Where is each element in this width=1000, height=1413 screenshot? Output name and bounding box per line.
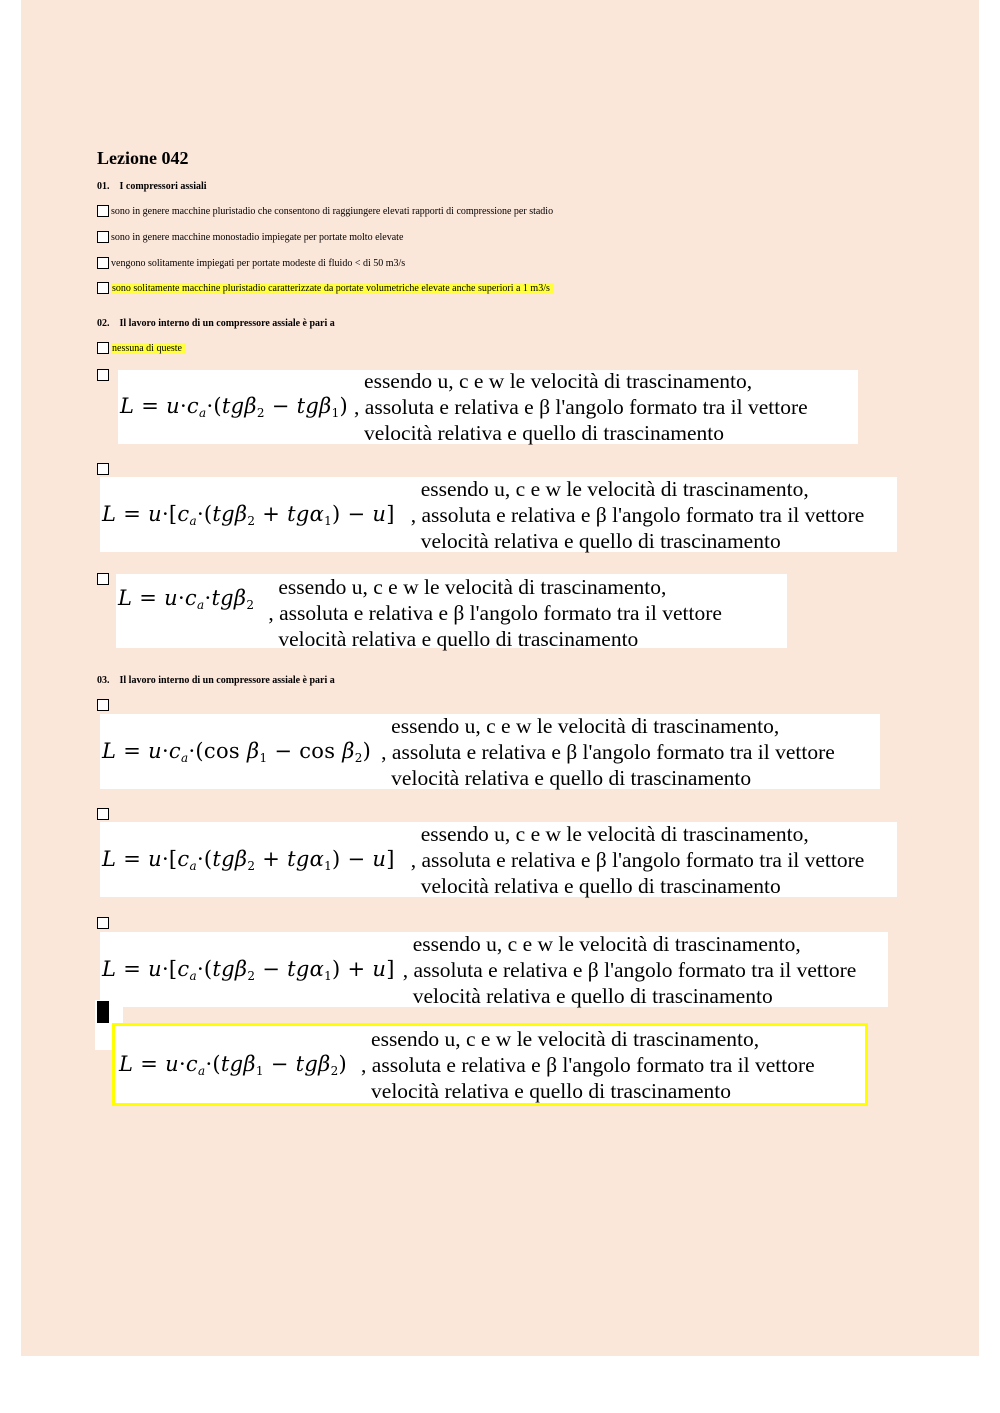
question-1-text: I compressori assiali: [119, 181, 207, 192]
checkbox[interactable]: [97, 573, 109, 585]
q2-option-a-formula-image: [118, 370, 858, 444]
option-label: vengono solitamente impiegati per portate modeste di fluido < di 50 m3/s: [111, 257, 406, 269]
q3-option-d-formula-image: [112, 1023, 868, 1106]
checkbox[interactable]: [97, 917, 109, 929]
formula: $L = u\cdot c_a\cdot(tg\beta_1 - tg\beta_2)$: [119, 1051, 348, 1078]
formula-description: essendo u, c e w le velocità di trascinamento, , assoluta e relativa e β l'angolo formato tra il vettore velocità relativa e quello di trascinamento: [354, 369, 808, 445]
checkbox[interactable]: [97, 282, 109, 294]
checkbox[interactable]: [97, 808, 109, 820]
q1-option-3[interactable]: [97, 257, 405, 269]
lesson-title: Lezione 042: [97, 148, 189, 168]
q2-option-a[interactable]: [97, 368, 111, 386]
formula: $L = u\cdot c_a\cdot tg\beta_2$: [118, 586, 255, 612]
q1-option-2[interactable]: [97, 231, 403, 243]
question-3-heading: [97, 675, 335, 686]
formula-description: essendo u, c e w le velocità di trascinamento, , assoluta e relativa e β l'angolo formato tra il vettore velocità relativa e quello di trascinamento: [410, 476, 865, 553]
question-3-number: 03.: [97, 675, 110, 686]
q2-option-b-formula-image: [100, 477, 897, 552]
formula-description: essendo u, c e w le velocità di trascinamento, , assoluta e relativa e β l'angolo formato tra il vettore velocità relativa e quello di trascinamento: [381, 713, 835, 790]
checkbox[interactable]: [97, 231, 109, 243]
formula-description: essendo u, c e w le velocità di trascinamento, , assoluta e relativa e β l'angolo formato tra il vettore velocità relativa e quello di trascinamento: [268, 575, 722, 651]
question-2-text: Il lavoro interno di un compressore assiale è pari a: [119, 318, 335, 329]
checkbox[interactable]: [97, 342, 109, 354]
checkbox[interactable]: [97, 205, 109, 217]
formula-description: essendo u, c e w le velocità di trascinamento, , assoluta e relativa e β l'angolo formato tra il vettore velocità relativa e quello di trascinamento: [402, 931, 857, 1008]
formula: $L = u\cdot[c_a\cdot(tg\beta_2 + tg\alpha_1) - u]$: [102, 846, 395, 873]
question-1-heading: [97, 181, 207, 192]
checkbox[interactable]: [97, 699, 109, 711]
q3-option-a-formula-image: [100, 714, 880, 789]
formula: $L = u\cdot c_a\cdot(\cos$ $\beta_1 - \cos \beta_2$): [102, 738, 372, 765]
question-3-text: Il lavoro interno di un compressore assiale è pari a: [119, 675, 335, 686]
question-2-number: 02.: [97, 318, 110, 329]
checkbox[interactable]: [97, 463, 109, 475]
checkbox[interactable]: [97, 369, 109, 381]
q2-option-c-formula-image: [116, 574, 787, 651]
formula: $L = u\cdot[c_a\cdot(tg\beta_2 + tg\alpha_1) - u]$: [102, 501, 395, 528]
question-2-heading: [97, 318, 335, 329]
formula-description: essendo u, c e w le velocità di trascinamento, , assoluta e relativa e β l'angolo formato tra il vettore velocità relativa e quello di trascinamento: [410, 821, 865, 898]
q1-option-1[interactable]: [97, 205, 553, 217]
formula-description: essendo u, c e w le velocità di trascinamento, , assoluta e relativa e β l'angolo formato tra il vettore velocità relativa e quello di trascinamento: [361, 1026, 815, 1103]
q3-option-c-formula-image: [100, 932, 888, 1007]
formula: $L = u\cdot c_a\cdot(tg\beta_2 - tg\beta_1)$: [120, 394, 349, 420]
q2-option-c[interactable]: [97, 572, 111, 590]
question-1-number: 01.: [97, 181, 110, 192]
option-label-highlighted: nessuna di queste: [111, 343, 186, 354]
option-label-highlighted: sono solitamente macchine pluristadio caratterizzate da portate volumetriche elevate anche superiori a 1 m3/s: [111, 283, 554, 294]
formula: $L = u\cdot[c_a\cdot(tg\beta_2 - tg\alpha_1) + u]$: [102, 956, 395, 983]
checkbox-selected[interactable]: [97, 1001, 109, 1023]
q3-option-b-formula-image: [100, 822, 897, 897]
q2-option-none[interactable]: [97, 342, 186, 354]
checkbox[interactable]: [97, 257, 109, 269]
q3-option-d[interactable]: [97, 1001, 111, 1028]
option-label: sono in genere macchine monostadio impiegate per portate molto elevate: [111, 231, 404, 243]
option-label: sono in genere macchine pluristadio che consentono di raggiungere elevati rapporti di compressione per stadio: [111, 205, 554, 217]
q1-option-4[interactable]: [97, 282, 554, 294]
